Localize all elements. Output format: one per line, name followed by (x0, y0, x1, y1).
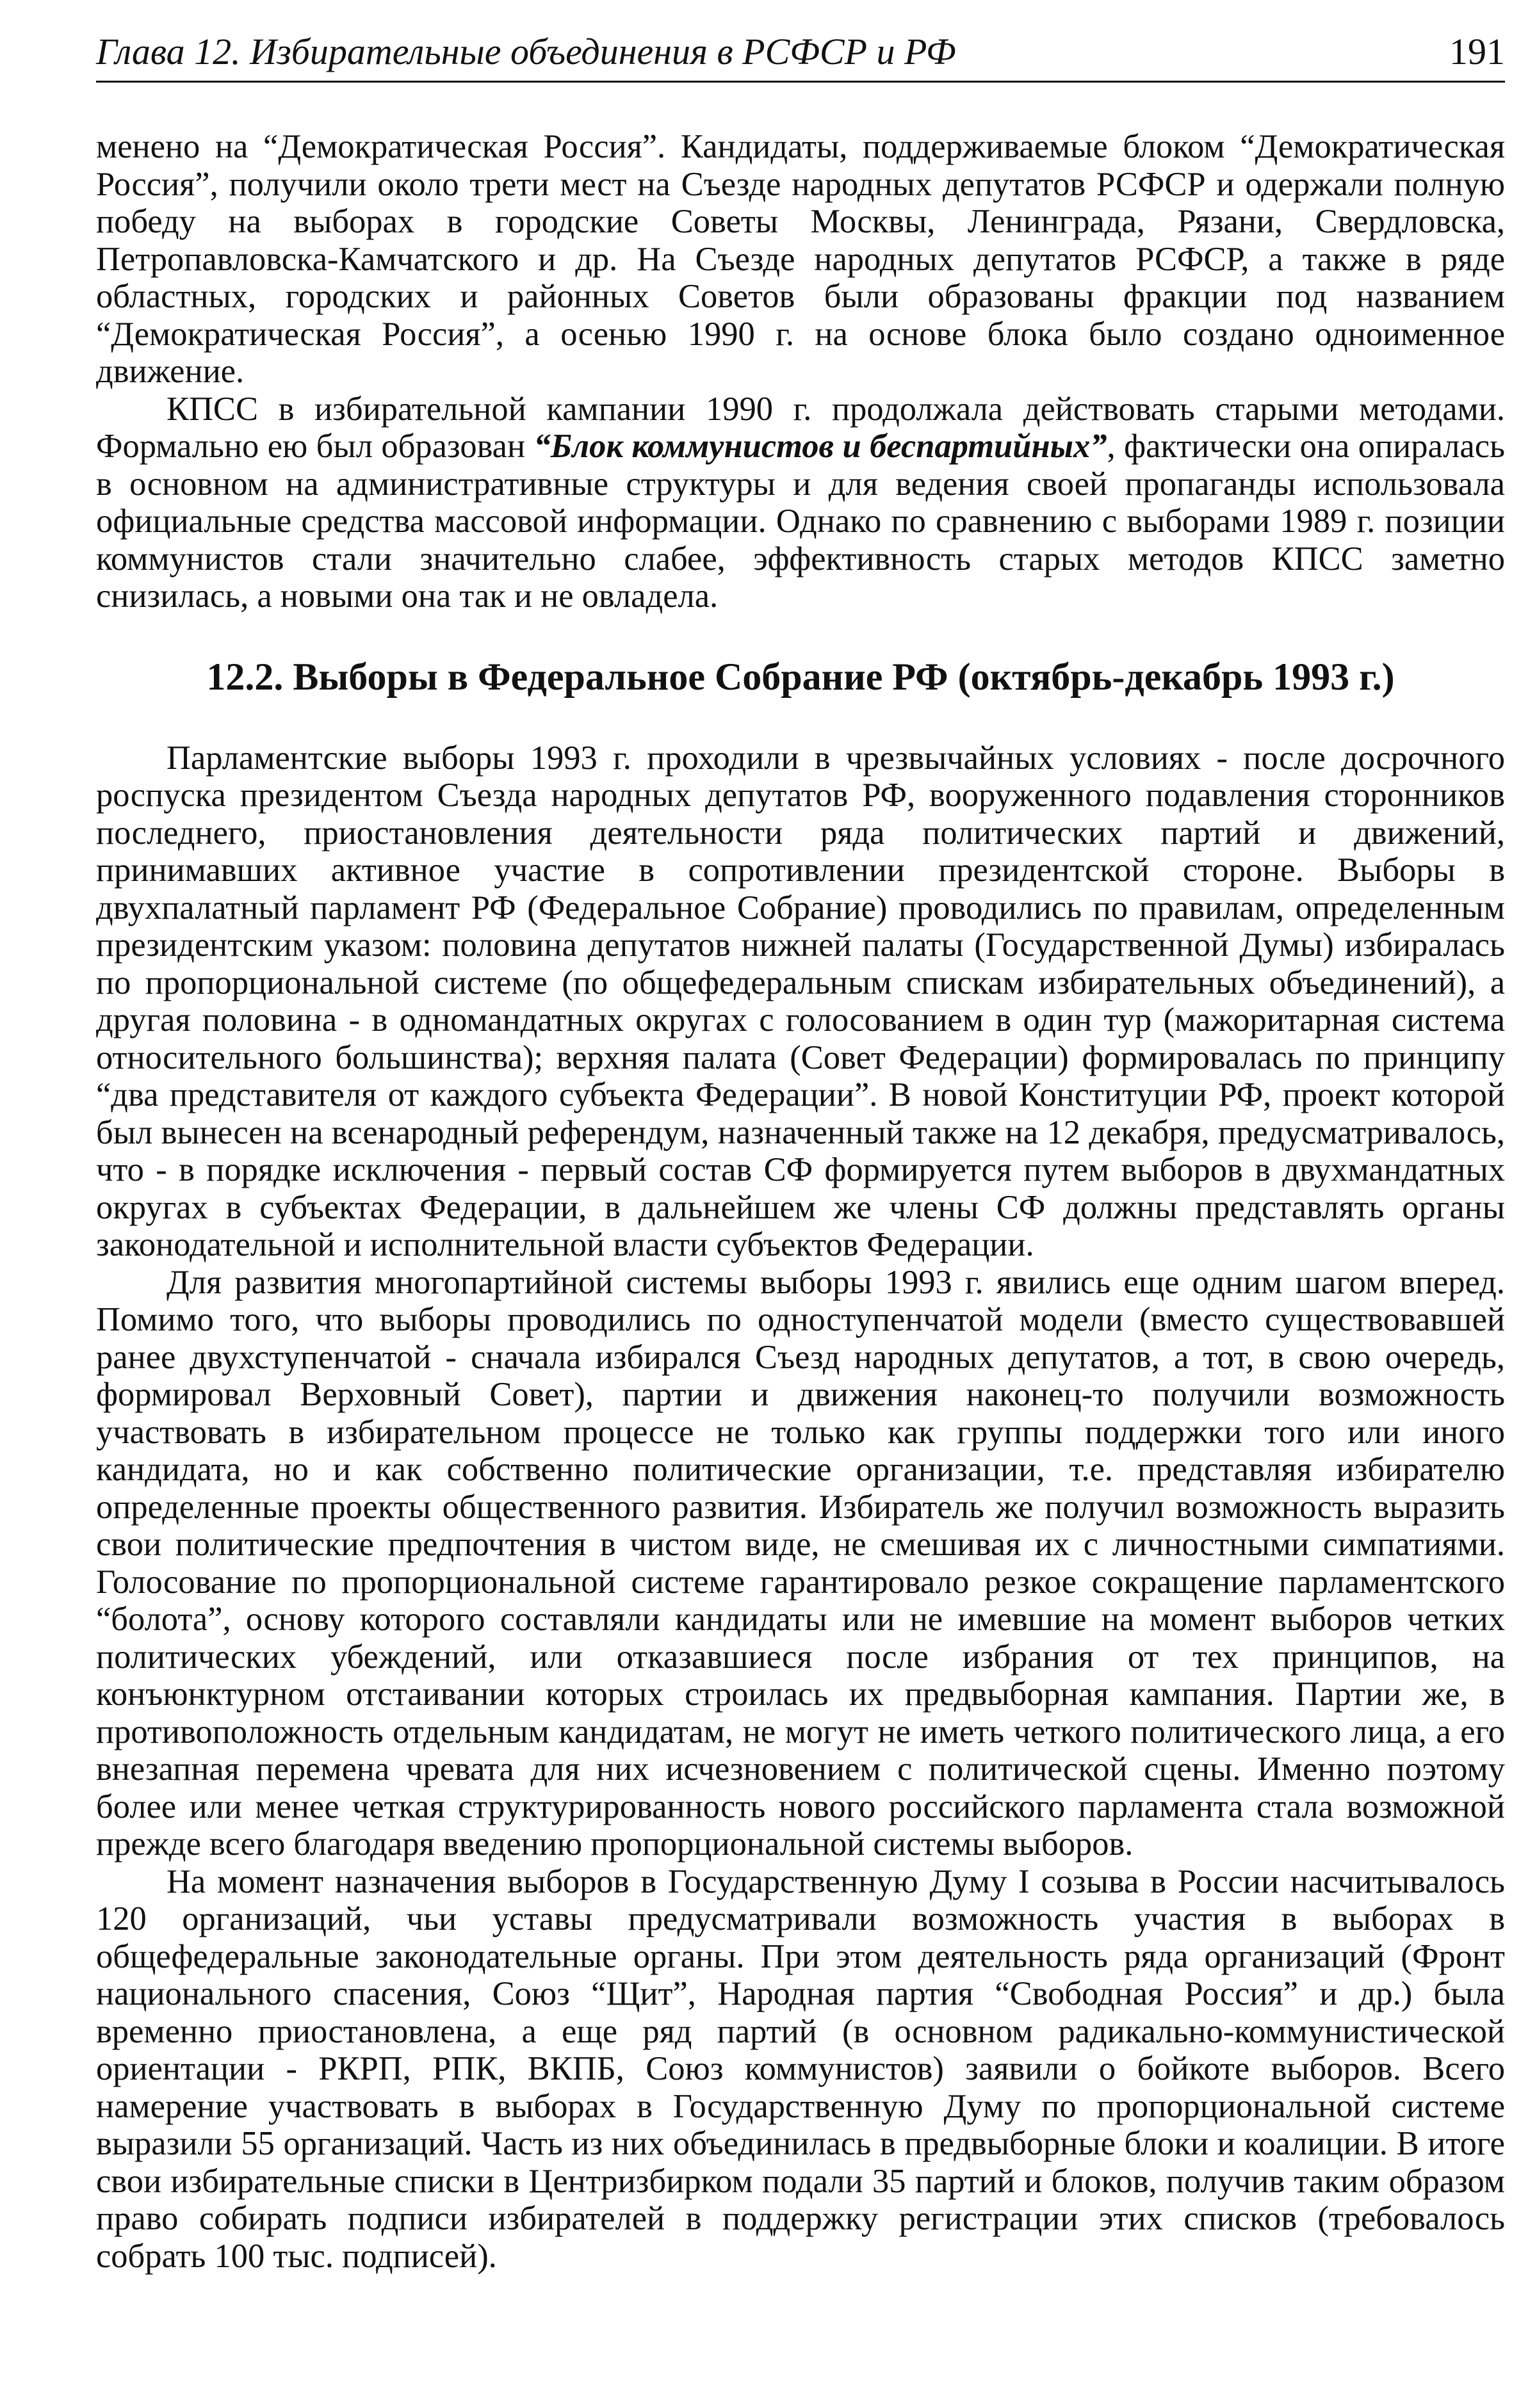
paragraph-2-text-a: КПСС в избирательной кампании 1990 г. продолжала действовать старыми методами. Формально ею был образован (96, 390, 1505, 465)
paragraph-1: менено на “Демократическая Россия”. Кандидаты, поддерживаемые блоком “Демократическая Россия”, получили около трети мест на Съезде народных депутатов РСФСР и одержали полную победу на выборах в городские Советы Москвы, Ленинграда, Рязани, Свердловска, Петропавловска-Камчатского и др. На Съезде народных депутатов РСФСР, а также в ряде областных, городских и районных Советов были образованы фракции под названием “Демократическая Россия”, а осенью 1990 г. на основе блока было создано одноименное движение. (96, 128, 1505, 390)
paragraph-3: Парламентские выборы 1993 г. проходили в чрезвычайных условиях - после досрочного роспуска президентом Съезда народных депутатов РФ, вооруженного подавления сторонников последнего, приостановления деятельности ряда политических партий и движений, принимавших активное участие в сопротивлении президентской стороне. Выборы в двухпалатный парламент РФ (Федеральное Собрание) проводились по правилам, определенным президентским указом: половина депутатов нижней палаты (Государственной Думы) избиралась по пропорциональной системе (по общефедеральным спискам избирательных объединений), а другая половина - в одномандатных округах с голосованием в один тур (мажоритарная система относительного большинства); верхняя палата (Совет Федерации) формировалась по принципу “два представителя от каждого субъекта Федерации”. В новой Конституции РФ, проект которой был вынесен на всенародный референдум, назначенный также на 12 декабря, предусматривалось, что - в порядке исключения - первый состав СФ формируется путем выборов в двухмандатных округах в субъектах Федерации, в дальнейшем же члены СФ должны представлять органы законодательной и исполнительной власти субъектов Федерации. (96, 739, 1505, 1263)
section-heading: 12.2. Выборы в Федеральное Собрание РФ (октябрь-декабрь 1993 г.) (206, 655, 1395, 698)
chapter-title: Глава 12. Избирательные объединения в РСФСР и РФ (96, 31, 956, 72)
paragraph-2-emphasis: “Блок коммунистов и беспартийных” (533, 428, 1107, 465)
page-body (96, 128, 1505, 2275)
book-page (96, 26, 1505, 2395)
paragraph-2 (96, 391, 1505, 615)
page-number: 191 (1449, 31, 1505, 72)
paragraph-4: Для развития многопартийной системы выборы 1993 г. явились еще одним шагом вперед. Помимо того, что выборы проводились по одноступенчатой модели (вместо существовавшей ранее двухступенчатой - сначала избирался Съезд народных депутатов, а тот, в свою очередь, формировал Верховный Совет), партии и движения наконец-то получили возможность участвовать в избирательном процессе не только как группы поддержки того или иного кандидата, но и как собственно политические организации, т.е. представляя избирателю определенные проекты общественного развития. Избиратель же получил возможность выразить свои политические предпочтения в чистом виде, не смешивая их с личностными симпатиями. Голосование по пропорциональной системе гарантировало резкое сокращение парламентского “болота”, основу которого составляли кандидаты или не имевшие на момент выборов четких политических убеждений, или отказавшиеся после избрания от тех принципов, на конъюнктурном отстаивании которых строилась их предвыборная кампания. Партии же, в противоположность отдельным кандидатам, не могут не иметь четкого политического лица, а его внезапная перемена чревата для них исчезновением с политической сцены. Именно поэтому более или менее четкая структурированность нового российского парламента стала возможной прежде всего благодаря введению пропорциональной системы выборов. (96, 1263, 1505, 1863)
paragraph-5: На момент назначения выборов в Государственную Думу I созыва в России насчитывалось 120 организаций, чьи уставы предусматривали возможность участия в выборах в общефедеральные законодательные органы. При этом деятельность ряда организаций (Фронт национального спасения, Союз “Щит”, Народная партия “Свободная Россия” и др.) была временно приостановлена, а еще ряд партий (в основном радикально-коммунистической ориентации - РКРП, РПК, ВКПБ, Союз коммунистов) заявили о бойкоте выборов. Всего намерение участвовать в выборах в Государственную Думу по пропорциональной системе выразили 55 организаций. Часть из них объединилась в предвыборные блоки и коалиции. В итоге свои избирательные списки в Центризбирком подали 35 партий и блоков, получив таким образом право собирать подписи избирателей в поддержку регистрации этих списков (требовалось собрать 100 тыс. подписей). (96, 1863, 1505, 2275)
running-head (96, 26, 1505, 83)
paragraph-2-text-b: , фактически она опиралась в основном на административные структуры и для ведения своей пропаганды использовала официальные средства массовой информации. Однако по сравнению с выборами 1989 г. позиции коммунистов стали значительно слабее, эффективность старых методов КПСС заметно снизилась, а новыми она так и не овладела. (96, 428, 1505, 615)
